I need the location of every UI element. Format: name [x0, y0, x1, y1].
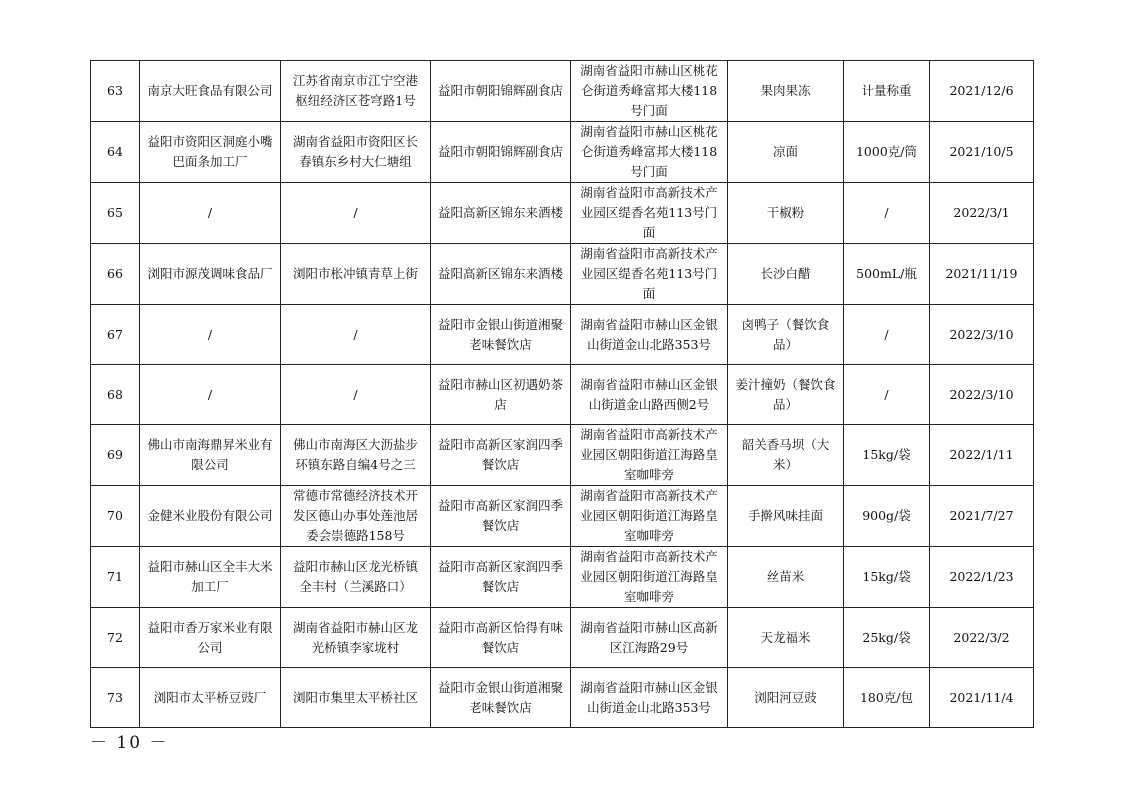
table-row — [91, 305, 1034, 365]
cell-seller-address: 湖南省益阳市高新技术产业园区缇香名苑113号门面 — [571, 244, 728, 305]
cell-producer: 南京大旺食品有限公司 — [140, 61, 281, 122]
cell-seller: 益阳市金银山街道湘聚老味餐饮店 — [431, 668, 571, 728]
cell-producer-address: 益阳市赫山区龙光桥镇全丰村（兰溪路口） — [281, 547, 431, 608]
cell-producer-address: 湖南省益阳市赫山区龙光桥镇李家垅村 — [281, 608, 431, 668]
cell-date: 2021/12/6 — [930, 61, 1034, 122]
cell-producer: 佛山市南海鼎昇米业有限公司 — [140, 425, 281, 486]
cell-seller: 益阳市朝阳锦辉副食店 — [431, 122, 571, 183]
table-row — [91, 365, 1034, 425]
cell-seller: 益阳高新区锦东来酒楼 — [431, 244, 571, 305]
cell-seller-address: 湖南省益阳市赫山区金银山街道金山北路353号 — [571, 668, 728, 728]
cell-spec: / — [844, 365, 930, 425]
cell-producer-address: 佛山市南海区大沥盐步环镇东路自编4号之三 — [281, 425, 431, 486]
table-row — [91, 61, 1034, 122]
cell-product: 果肉果冻 — [728, 61, 844, 122]
cell-no: 73 — [91, 668, 140, 728]
cell-spec: / — [844, 183, 930, 244]
cell-product: 凉面 — [728, 122, 844, 183]
cell-date: 2022/1/23 — [930, 547, 1034, 608]
cell-product: 浏阳河豆豉 — [728, 668, 844, 728]
cell-product: 长沙白醋 — [728, 244, 844, 305]
cell-producer-address: 湖南省益阳市资阳区长春镇东乡村大仁塘组 — [281, 122, 431, 183]
table-row — [91, 668, 1034, 728]
cell-seller-address: 湖南省益阳市赫山区桃花仑街道秀峰富邦大楼118号门面 — [571, 122, 728, 183]
cell-product: 姜汁撞奶（餐饮食品） — [728, 365, 844, 425]
cell-seller-address: 湖南省益阳市赫山区金银山街道金山北路353号 — [571, 305, 728, 365]
cell-spec: 15kg/袋 — [844, 547, 930, 608]
cell-producer-address: 常德市常德经济技术开发区德山办事处莲池居委会崇德路158号 — [281, 486, 431, 547]
cell-product: 干椒粉 — [728, 183, 844, 244]
cell-seller: 益阳市赫山区初遇奶茶店 — [431, 365, 571, 425]
cell-date: 2022/1/11 — [930, 425, 1034, 486]
cell-seller: 益阳市高新区家润四季餐饮店 — [431, 425, 571, 486]
cell-no: 68 — [91, 365, 140, 425]
table-body — [91, 61, 1034, 728]
cell-product: 韶关香马坝（大米） — [728, 425, 844, 486]
cell-no: 72 — [91, 608, 140, 668]
cell-seller: 益阳市朝阳锦辉副食店 — [431, 61, 571, 122]
cell-seller-address: 湖南省益阳市高新技术产业园区朝阳街道江海路皇室咖啡旁 — [571, 547, 728, 608]
cell-product: 卤鸭子（餐饮食品） — [728, 305, 844, 365]
cell-no: 70 — [91, 486, 140, 547]
cell-producer-address: / — [281, 365, 431, 425]
cell-seller-address: 湖南省益阳市高新技术产业园区缇香名苑113号门面 — [571, 183, 728, 244]
cell-date: 2021/7/27 — [930, 486, 1034, 547]
cell-product: 天龙福米 — [728, 608, 844, 668]
cell-date: 2022/3/10 — [930, 365, 1034, 425]
cell-producer: / — [140, 365, 281, 425]
cell-no: 65 — [91, 183, 140, 244]
cell-seller: 益阳市高新区恰得有味餐饮店 — [431, 608, 571, 668]
sampling-table — [90, 60, 1034, 728]
table-row — [91, 244, 1034, 305]
cell-producer: 益阳市赫山区全丰大米加工厂 — [140, 547, 281, 608]
cell-no: 63 — [91, 61, 140, 122]
cell-producer: 浏阳市源茂调味食品厂 — [140, 244, 281, 305]
cell-no: 67 — [91, 305, 140, 365]
cell-producer: 浏阳市太平桥豆豉厂 — [140, 668, 281, 728]
cell-seller: 益阳市高新区家润四季餐饮店 — [431, 486, 571, 547]
cell-date: 2021/11/19 — [930, 244, 1034, 305]
table-row — [91, 425, 1034, 486]
cell-spec: / — [844, 305, 930, 365]
table-row — [91, 122, 1034, 183]
cell-spec: 计量称重 — [844, 61, 930, 122]
cell-producer-address: 浏阳市集里太平桥社区 — [281, 668, 431, 728]
cell-producer: 益阳市资阳区洞庭小嘴巴面条加工厂 — [140, 122, 281, 183]
cell-spec: 500mL/瓶 — [844, 244, 930, 305]
cell-no: 66 — [91, 244, 140, 305]
cell-spec: 25kg/袋 — [844, 608, 930, 668]
page-number: － 10 － — [90, 733, 169, 753]
cell-seller: 益阳市高新区家润四季餐饮店 — [431, 547, 571, 608]
table-row — [91, 547, 1034, 608]
table-row — [91, 486, 1034, 547]
cell-producer: / — [140, 305, 281, 365]
cell-producer: / — [140, 183, 281, 244]
table-row — [91, 608, 1034, 668]
cell-producer-address: 浏阳市枨冲镇青草上街 — [281, 244, 431, 305]
cell-no: 69 — [91, 425, 140, 486]
cell-seller-address: 湖南省益阳市赫山区高新区江海路29号 — [571, 608, 728, 668]
cell-product: 手擀风味挂面 — [728, 486, 844, 547]
cell-no: 64 — [91, 122, 140, 183]
table-row — [91, 183, 1034, 244]
cell-spec: 1000克/筒 — [844, 122, 930, 183]
cell-producer: 金健米业股份有限公司 — [140, 486, 281, 547]
cell-producer-address: / — [281, 183, 431, 244]
cell-seller: 益阳高新区锦东来酒楼 — [431, 183, 571, 244]
cell-product: 丝苗米 — [728, 547, 844, 608]
cell-seller-address: 湖南省益阳市赫山区桃花仑街道秀峰富邦大楼118号门面 — [571, 61, 728, 122]
cell-spec: 15kg/袋 — [844, 425, 930, 486]
cell-producer-address: / — [281, 305, 431, 365]
cell-date: 2021/11/4 — [930, 668, 1034, 728]
cell-producer: 益阳市香万家米业有限公司 — [140, 608, 281, 668]
cell-spec: 900g/袋 — [844, 486, 930, 547]
cell-date: 2022/3/1 — [930, 183, 1034, 244]
cell-seller: 益阳市金银山街道湘聚老味餐饮店 — [431, 305, 571, 365]
cell-seller-address: 湖南省益阳市高新技术产业园区朝阳街道江海路皇室咖啡旁 — [571, 425, 728, 486]
cell-seller-address: 湖南省益阳市赫山区金银山街道金山路西侧2号 — [571, 365, 728, 425]
cell-date: 2022/3/10 — [930, 305, 1034, 365]
cell-spec: 180克/包 — [844, 668, 930, 728]
cell-no: 71 — [91, 547, 140, 608]
cell-seller-address: 湖南省益阳市高新技术产业园区朝阳街道江海路皇室咖啡旁 — [571, 486, 728, 547]
cell-date: 2021/10/5 — [930, 122, 1034, 183]
cell-date: 2022/3/2 — [930, 608, 1034, 668]
cell-producer-address: 江苏省南京市江宁空港枢纽经济区苍穹路1号 — [281, 61, 431, 122]
